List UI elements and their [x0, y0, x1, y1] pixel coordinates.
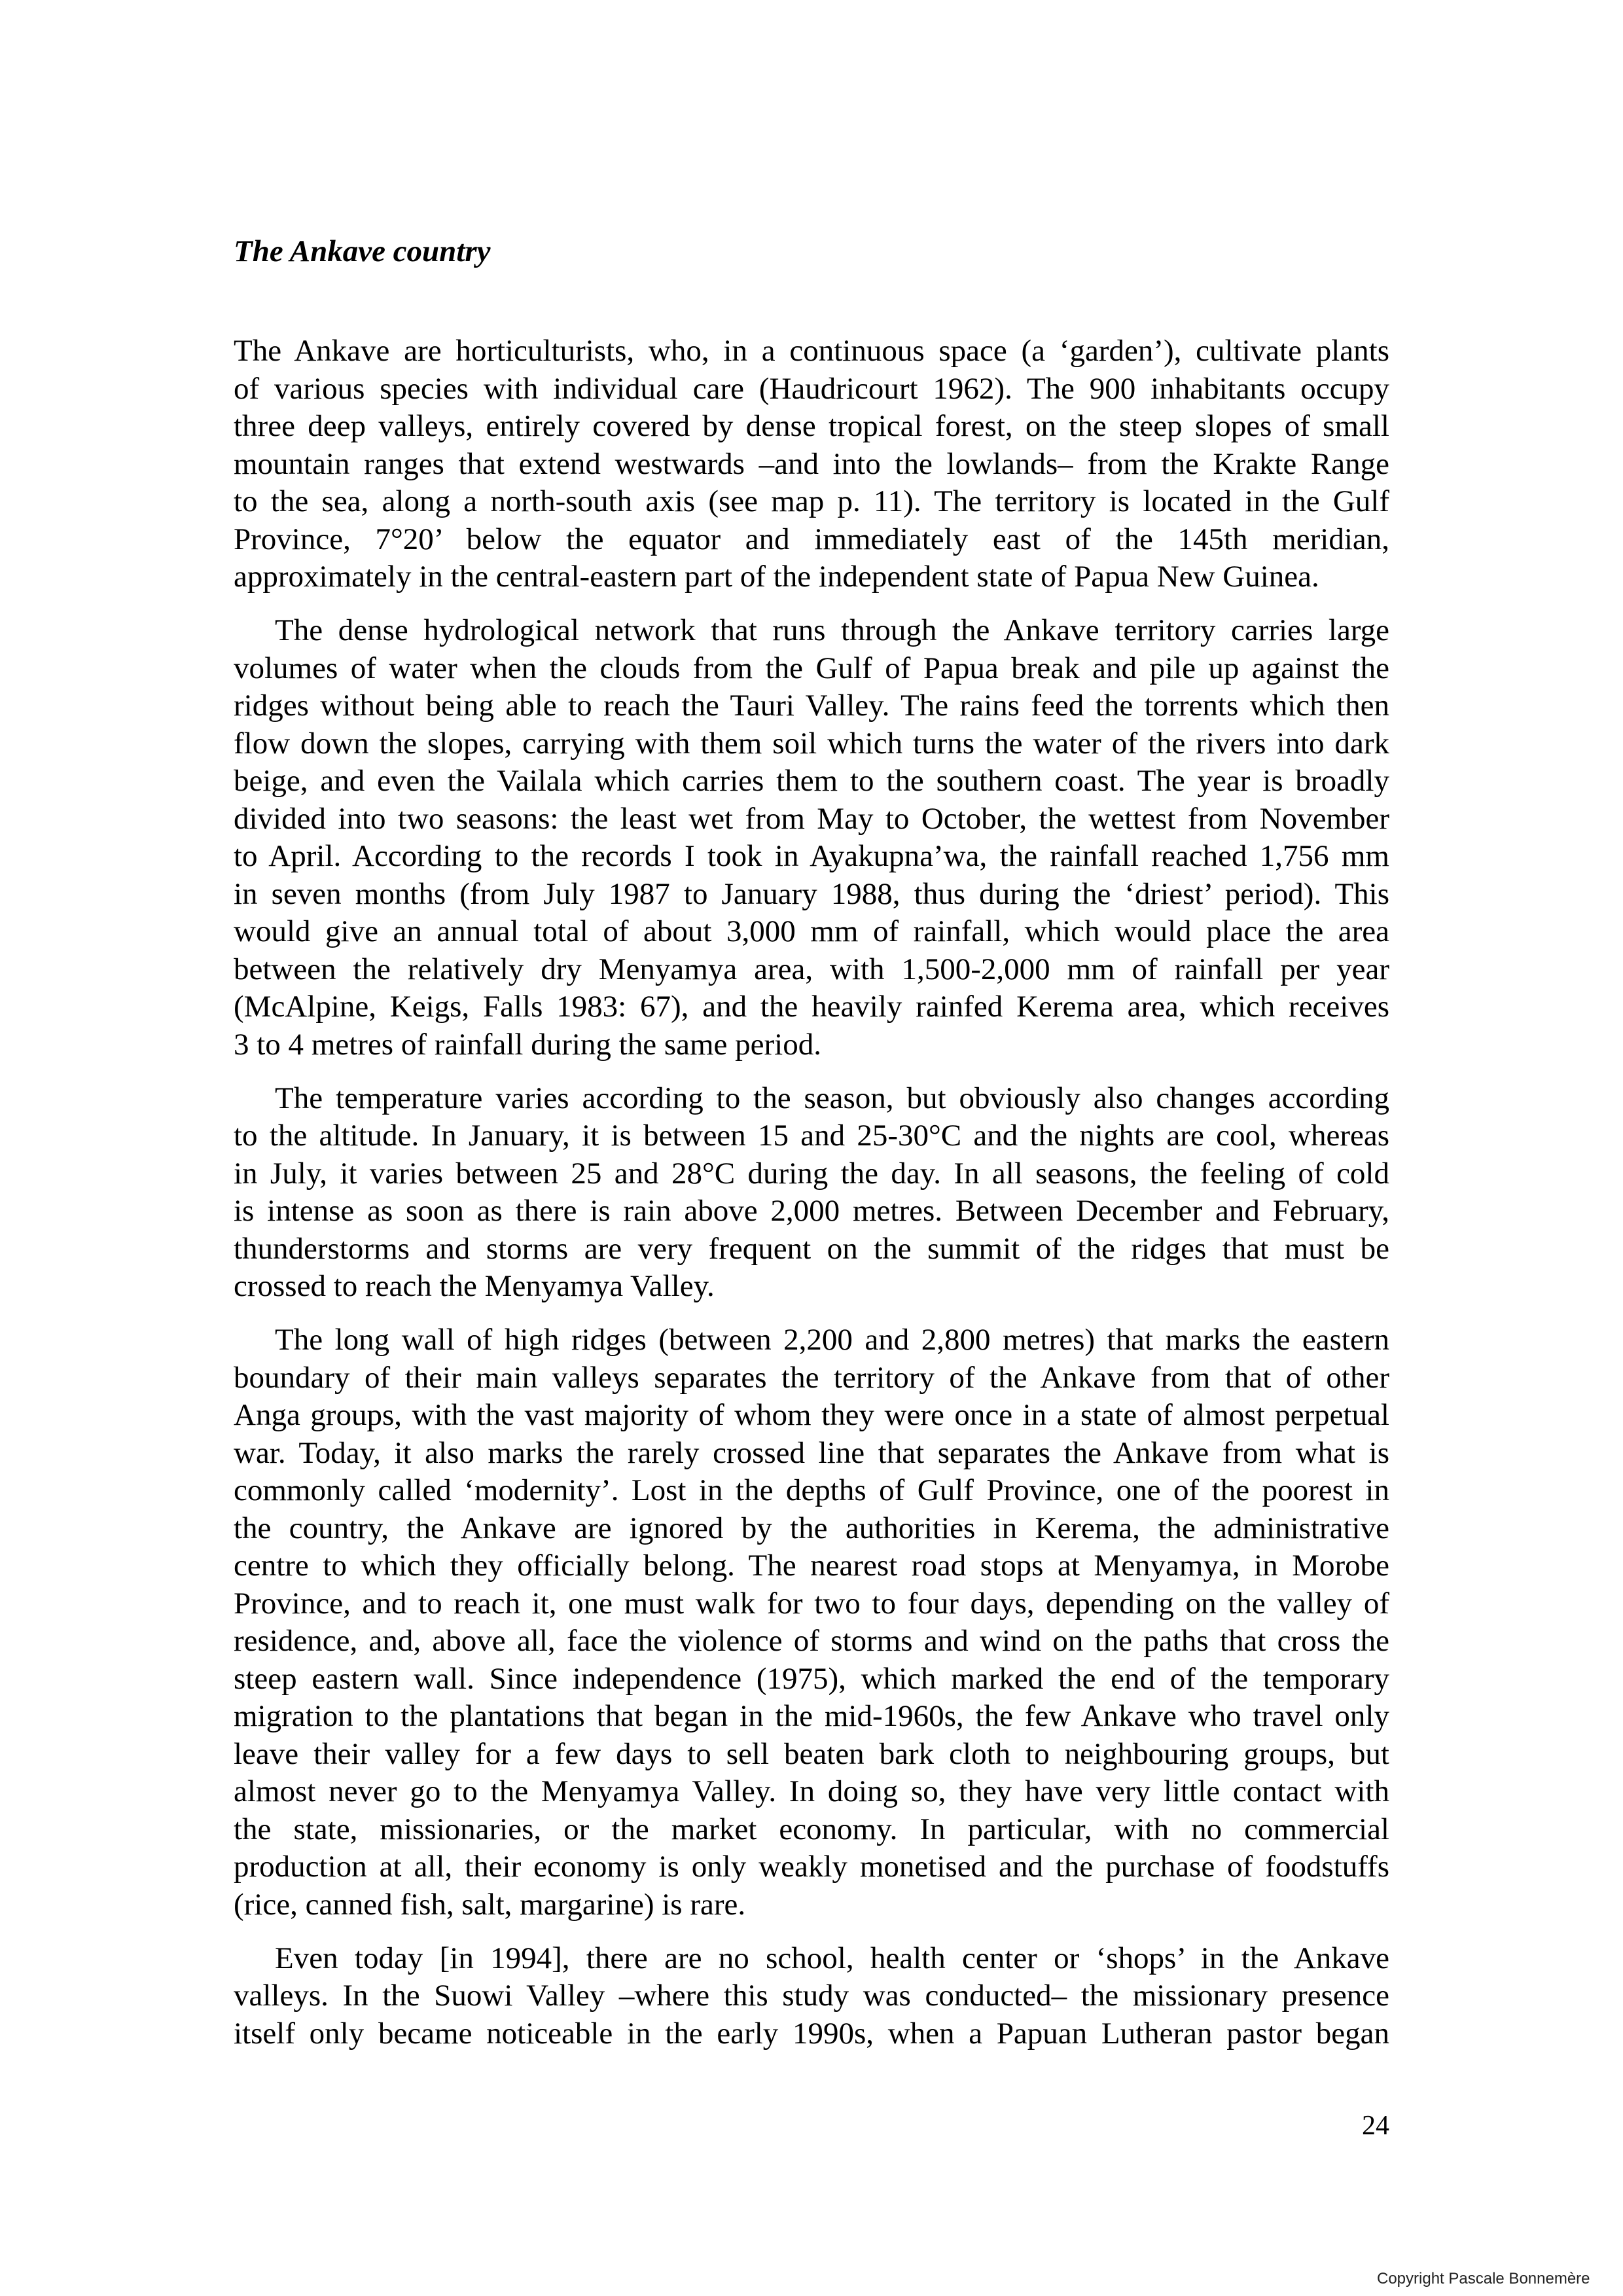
text-line: in July, it varies between 25 and 28°C during the day. In all seasons, the feeling of cold	[234, 1156, 1389, 1191]
copyright-notice: Copyright Pascale Bonnemère	[1377, 2270, 1590, 2287]
text-line: to the sea, along a north-south axis (see map p. 11). The territory is located in the Gulf	[234, 484, 1389, 518]
text-line: Province, 7°20’ below the equator and immediately east of the 145th meridian,	[234, 522, 1389, 556]
text-line: flow down the slopes, carrying with them soil which turns the water of the rivers into dark	[234, 726, 1389, 761]
text-line: ridges without being able to reach the Tauri Valley. The rains feed the torrents which then	[234, 689, 1389, 723]
paragraph-4	[234, 1321, 1389, 1924]
text-line: approximately in the central-eastern part of the independent state of Papua New Guinea.	[234, 560, 1319, 594]
text-line: in seven months (from July 1987 to January 1988, thus during the ‘driest’ period). This	[234, 876, 1389, 911]
text-line: boundary of their main valleys separates the territory of the Ankave from that of other	[234, 1360, 1389, 1395]
text-line: divided into two seasons: the least wet from May to October, the wettest from November	[234, 801, 1389, 836]
text-line: between the relatively dry Menyamya area, with 1,500-2,000 mm of rainfall per year	[234, 952, 1389, 986]
text-line: centre to which they officially belong. The nearest road stops at Menyamya, in Morobe	[234, 1549, 1389, 1583]
text-line: thunderstorms and storms are very frequent on the summit of the ridges that must be	[234, 1231, 1389, 1266]
text-line: The dense hydrological network that runs through the Ankave territory carries large	[275, 613, 1389, 647]
text-line: (McAlpine, Keigs, Falls 1983: 67), and the heavily rainfed Kerema area, which receives	[234, 990, 1389, 1024]
text-line: almost never go to the Menyamya Valley. In doing so, they have very little contact with	[234, 1774, 1389, 1808]
text-line: 3 to 4 metres of rainfall during the same period.	[234, 1027, 821, 1062]
text-line: crossed to reach the Menyamya Valley.	[234, 1269, 715, 1303]
text-line: The temperature varies according to the season, but obviously also changes according	[275, 1081, 1389, 1115]
text-line: production at all, their economy is only weakly monetised and the purchase of foodstuffs	[234, 1850, 1389, 1884]
text-line: mountain ranges that extend westwards –and into the lowlands– from the Krakte Range	[234, 446, 1389, 481]
text-line: The Ankave are horticulturists, who, in a continuous space (a ‘garden’), cultivate plants	[234, 334, 1389, 368]
text-line: commonly called ‘modernity’. Lost in the depths of Gulf Province, one of the poorest in	[234, 1473, 1389, 1507]
text-line: Anga groups, with the vast majority of whom they were once in a state of almost perpetual	[234, 1398, 1389, 1432]
text-line: steep eastern wall. Since independence (1975), which marked the end of the temporary	[234, 1661, 1389, 1696]
text-line: three deep valleys, entirely covered by dense tropical forest, on the steep slopes of small	[234, 409, 1389, 443]
text-line: the country, the Ankave are ignored by the authorities in Kerema, the administrative	[234, 1511, 1389, 1545]
body-text	[234, 332, 1389, 2053]
text-line: migration to the plantations that began in the mid-1960s, the few Ankave who travel only	[234, 1699, 1389, 1733]
text-line: of various species with individual care (Haudricourt 1962). The 900 inhabitants occupy	[234, 371, 1389, 406]
text-line: (rice, canned fish, salt, margarine) is rare.	[234, 1887, 746, 1922]
text-line: beige, and even the Vailala which carries them to the southern coast. The year is broadly	[234, 764, 1389, 798]
text-line: residence, and, above all, face the violence of storms and wind on the paths that cross the	[234, 1624, 1389, 1658]
paragraph-2	[234, 612, 1389, 1064]
paragraph-1	[234, 332, 1389, 596]
text-line: is intense as soon as there is rain above 2,000 metres. Between December and February,	[234, 1194, 1389, 1228]
text-line: itself only became noticeable in the early 1990s, when a Papuan Lutheran pastor began	[234, 2016, 1389, 2051]
text-line: Province, and to reach it, one must walk for two to four days, depending on the valley of	[234, 1586, 1389, 1621]
text-line: The long wall of high ridges (between 2,200 and 2,800 metres) that marks the eastern	[275, 1323, 1389, 1357]
text-line: to April. According to the records I took in Ayakupna’wa, the rainfall reached 1,756 mm	[234, 839, 1389, 873]
paragraph-3	[234, 1080, 1389, 1306]
text-line: leave their valley for a few days to sell beaten bark cloth to neighbouring groups, but	[234, 1736, 1389, 1771]
text-line: volumes of water when the clouds from the Gulf of Papua break and pile up against the	[234, 651, 1389, 685]
text-line: to the altitude. In January, it is between 15 and 25-30°C and the nights are cool, whereas	[234, 1119, 1389, 1153]
text-line: war. Today, it also marks the rarely crossed line that separates the Ankave from what is	[234, 1435, 1389, 1470]
text-line: Even today [in 1994], there are no school, health center or ‘shops’ in the Ankave	[275, 1941, 1389, 1975]
section-heading: The Ankave country	[234, 234, 491, 268]
text-line: the state, missionaries, or the market economy. In particular, with no commercial	[234, 1812, 1389, 1846]
paragraph-5	[234, 1940, 1389, 2053]
page-number: 24	[1362, 2111, 1389, 2141]
text-line: would give an annual total of about 3,000 mm of rainfall, which would place the area	[234, 914, 1389, 948]
text-line: valleys. In the Suowi Valley –where this study was conducted– the missionary presence	[234, 1979, 1389, 2013]
